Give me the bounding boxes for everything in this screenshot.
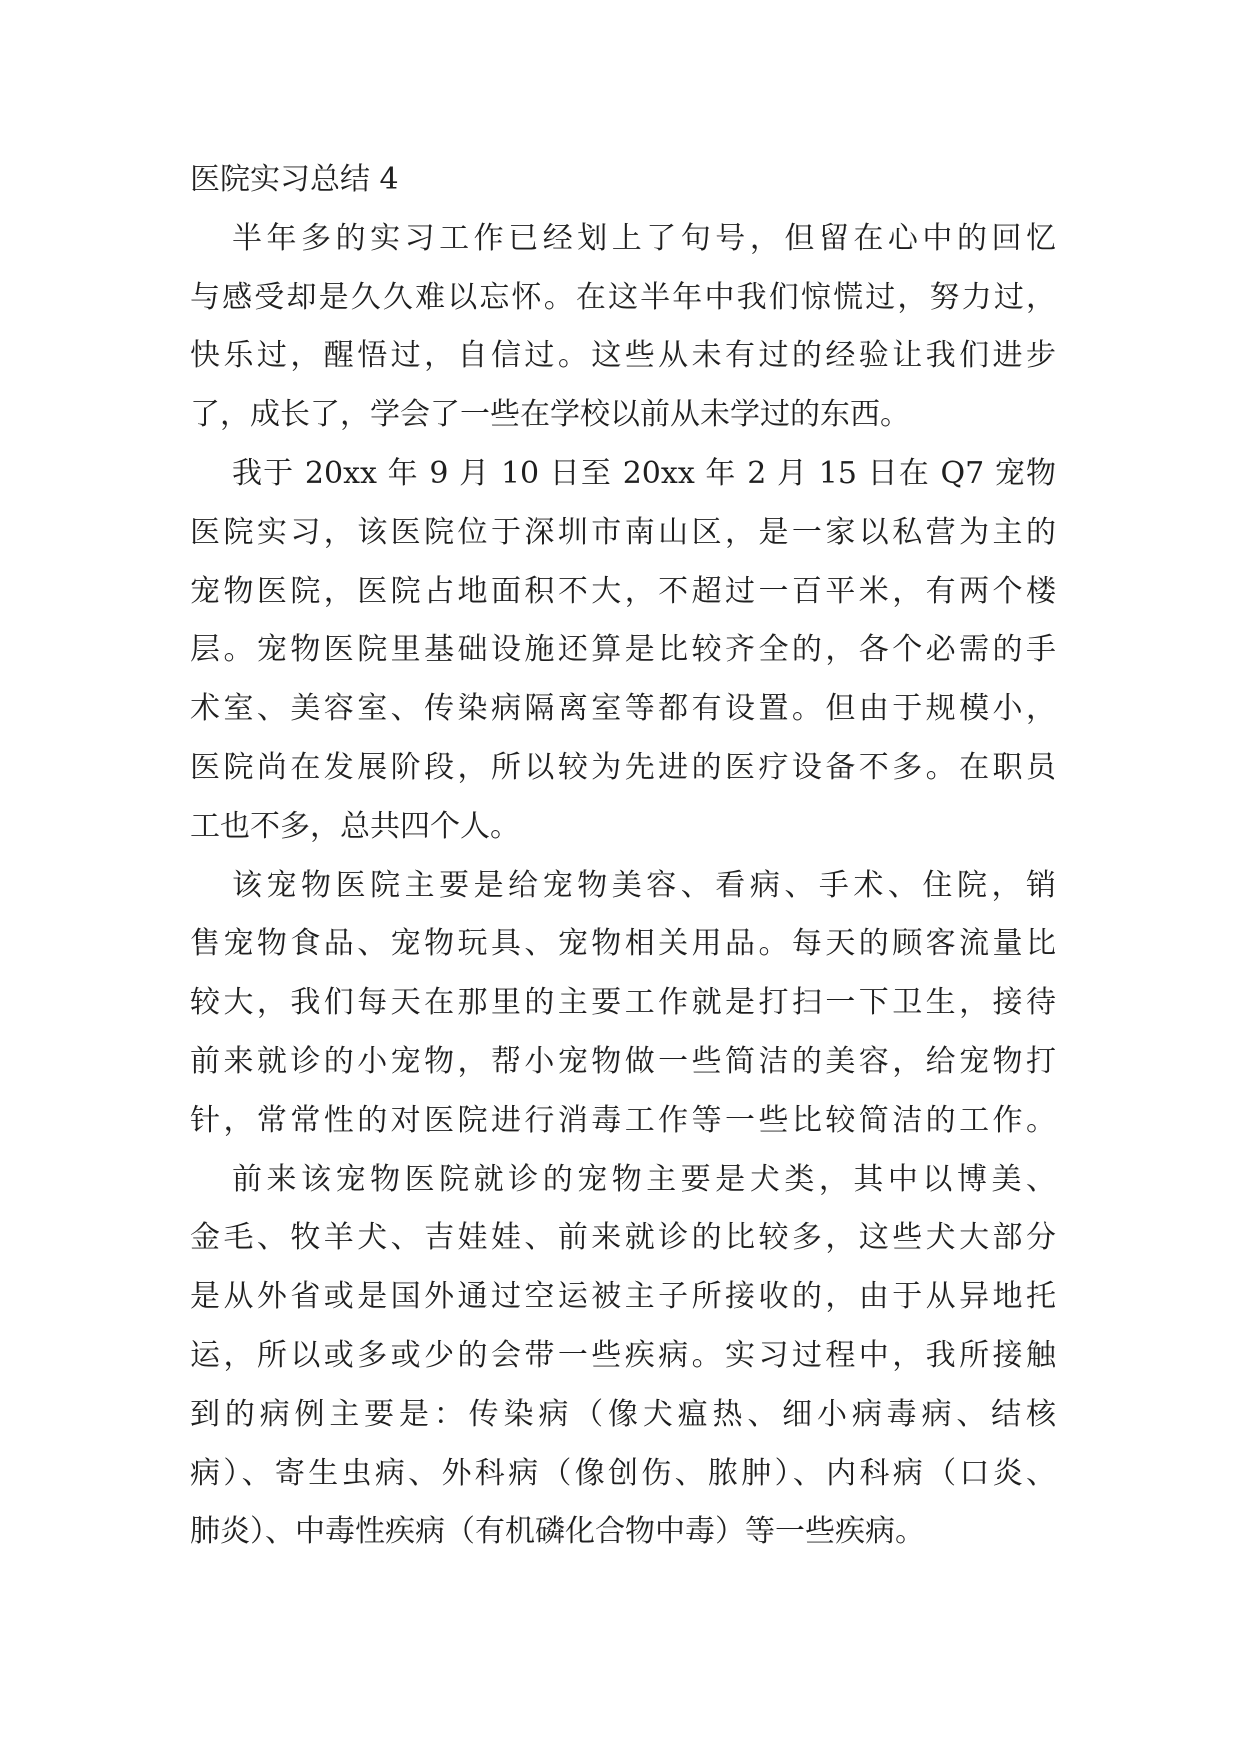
document-body <box>190 151 1056 1562</box>
paragraph-line: 前来就诊的小宠物，帮小宠物做一些简洁的美容，给宠物打 <box>190 1043 1056 1079</box>
paragraph-2 <box>190 445 1056 857</box>
paragraph-line: 层。宠物医院里基础设施还算是比较齐全的，各个必需的手 <box>190 632 1056 668</box>
paragraph-line: 快乐过，醒悟过，自信过。这些从未有过的经验让我们进步 <box>190 338 1056 374</box>
paragraph-line: 了，成长了，学会了一些在学校以前从未学过的东西。 <box>190 397 910 433</box>
paragraph-line: 与感受却是久久难以忘怀。在这半年中我们惊慌过，努力过， <box>190 279 1056 315</box>
paragraph-3 <box>190 857 1056 1151</box>
paragraph-line: 工也不多，总共四个人。 <box>190 808 520 844</box>
paragraph-line: 病）、寄生虫病、外科病（像创伤、脓肿）、内科病（口炎、 <box>190 1455 1056 1491</box>
paragraph-line: 前来该宠物医院就诊的宠物主要是犬类，其中以博美、 <box>232 1161 1056 1197</box>
paragraph-line: 该宠物医院主要是给宠物美容、看病、手术、住院，销 <box>232 867 1056 903</box>
paragraph-line: 较大，我们每天在那里的主要工作就是打扫一下卫生，接待 <box>190 985 1056 1021</box>
paragraph-line: 术室、美容室、传染病隔离室等都有设置。但由于规模小， <box>190 691 1056 727</box>
paragraph-line: 针，常常性的对医院进行消毒工作等一些比较简洁的工作。 <box>190 1102 1056 1138</box>
paragraph-line: 是从外省或是国外通过空运被主子所接收的，由于从异地托 <box>190 1279 1056 1315</box>
paragraph-line: 医院尚在发展阶段，所以较为先进的医疗设备不多。在职员 <box>190 749 1056 785</box>
paragraph-line: 金毛、牧羊犬、吉娃娃、前来就诊的比较多，这些犬大部分 <box>190 1220 1056 1256</box>
paragraph-line: 售宠物食品、宠物玩具、宠物相关用品。每天的顾客流量比 <box>190 926 1056 962</box>
document-title: 医院实习总结 4 <box>190 162 399 197</box>
paragraph-line: 运，所以或多或少的会带一些疾病。实习过程中，我所接触 <box>190 1337 1056 1373</box>
paragraph-line: 到的病例主要是：传染病（像犬瘟热、细小病毒病、结核 <box>190 1396 1056 1432</box>
paragraph-line: 宠物医院，医院占地面积不大，不超过一百平米，有两个楼 <box>190 573 1056 609</box>
paragraph-line: 半年多的实习工作已经划上了句号，但留在心中的回忆 <box>232 220 1056 256</box>
paragraph-1 <box>190 210 1056 445</box>
paragraph-line: 医院实习，该医院位于深圳市南山区，是一家以私营为主的 <box>190 514 1056 550</box>
paragraph-4 <box>190 1151 1056 1563</box>
paragraph-line: 我于 20xx 年 9 月 10 日至 20xx 年 2 月 15 日在 Q7 宠物 <box>232 455 1056 491</box>
paragraph-line: 肺炎）、中毒性疾病（有机磷化合物中毒）等一些疾病。 <box>190 1514 925 1550</box>
